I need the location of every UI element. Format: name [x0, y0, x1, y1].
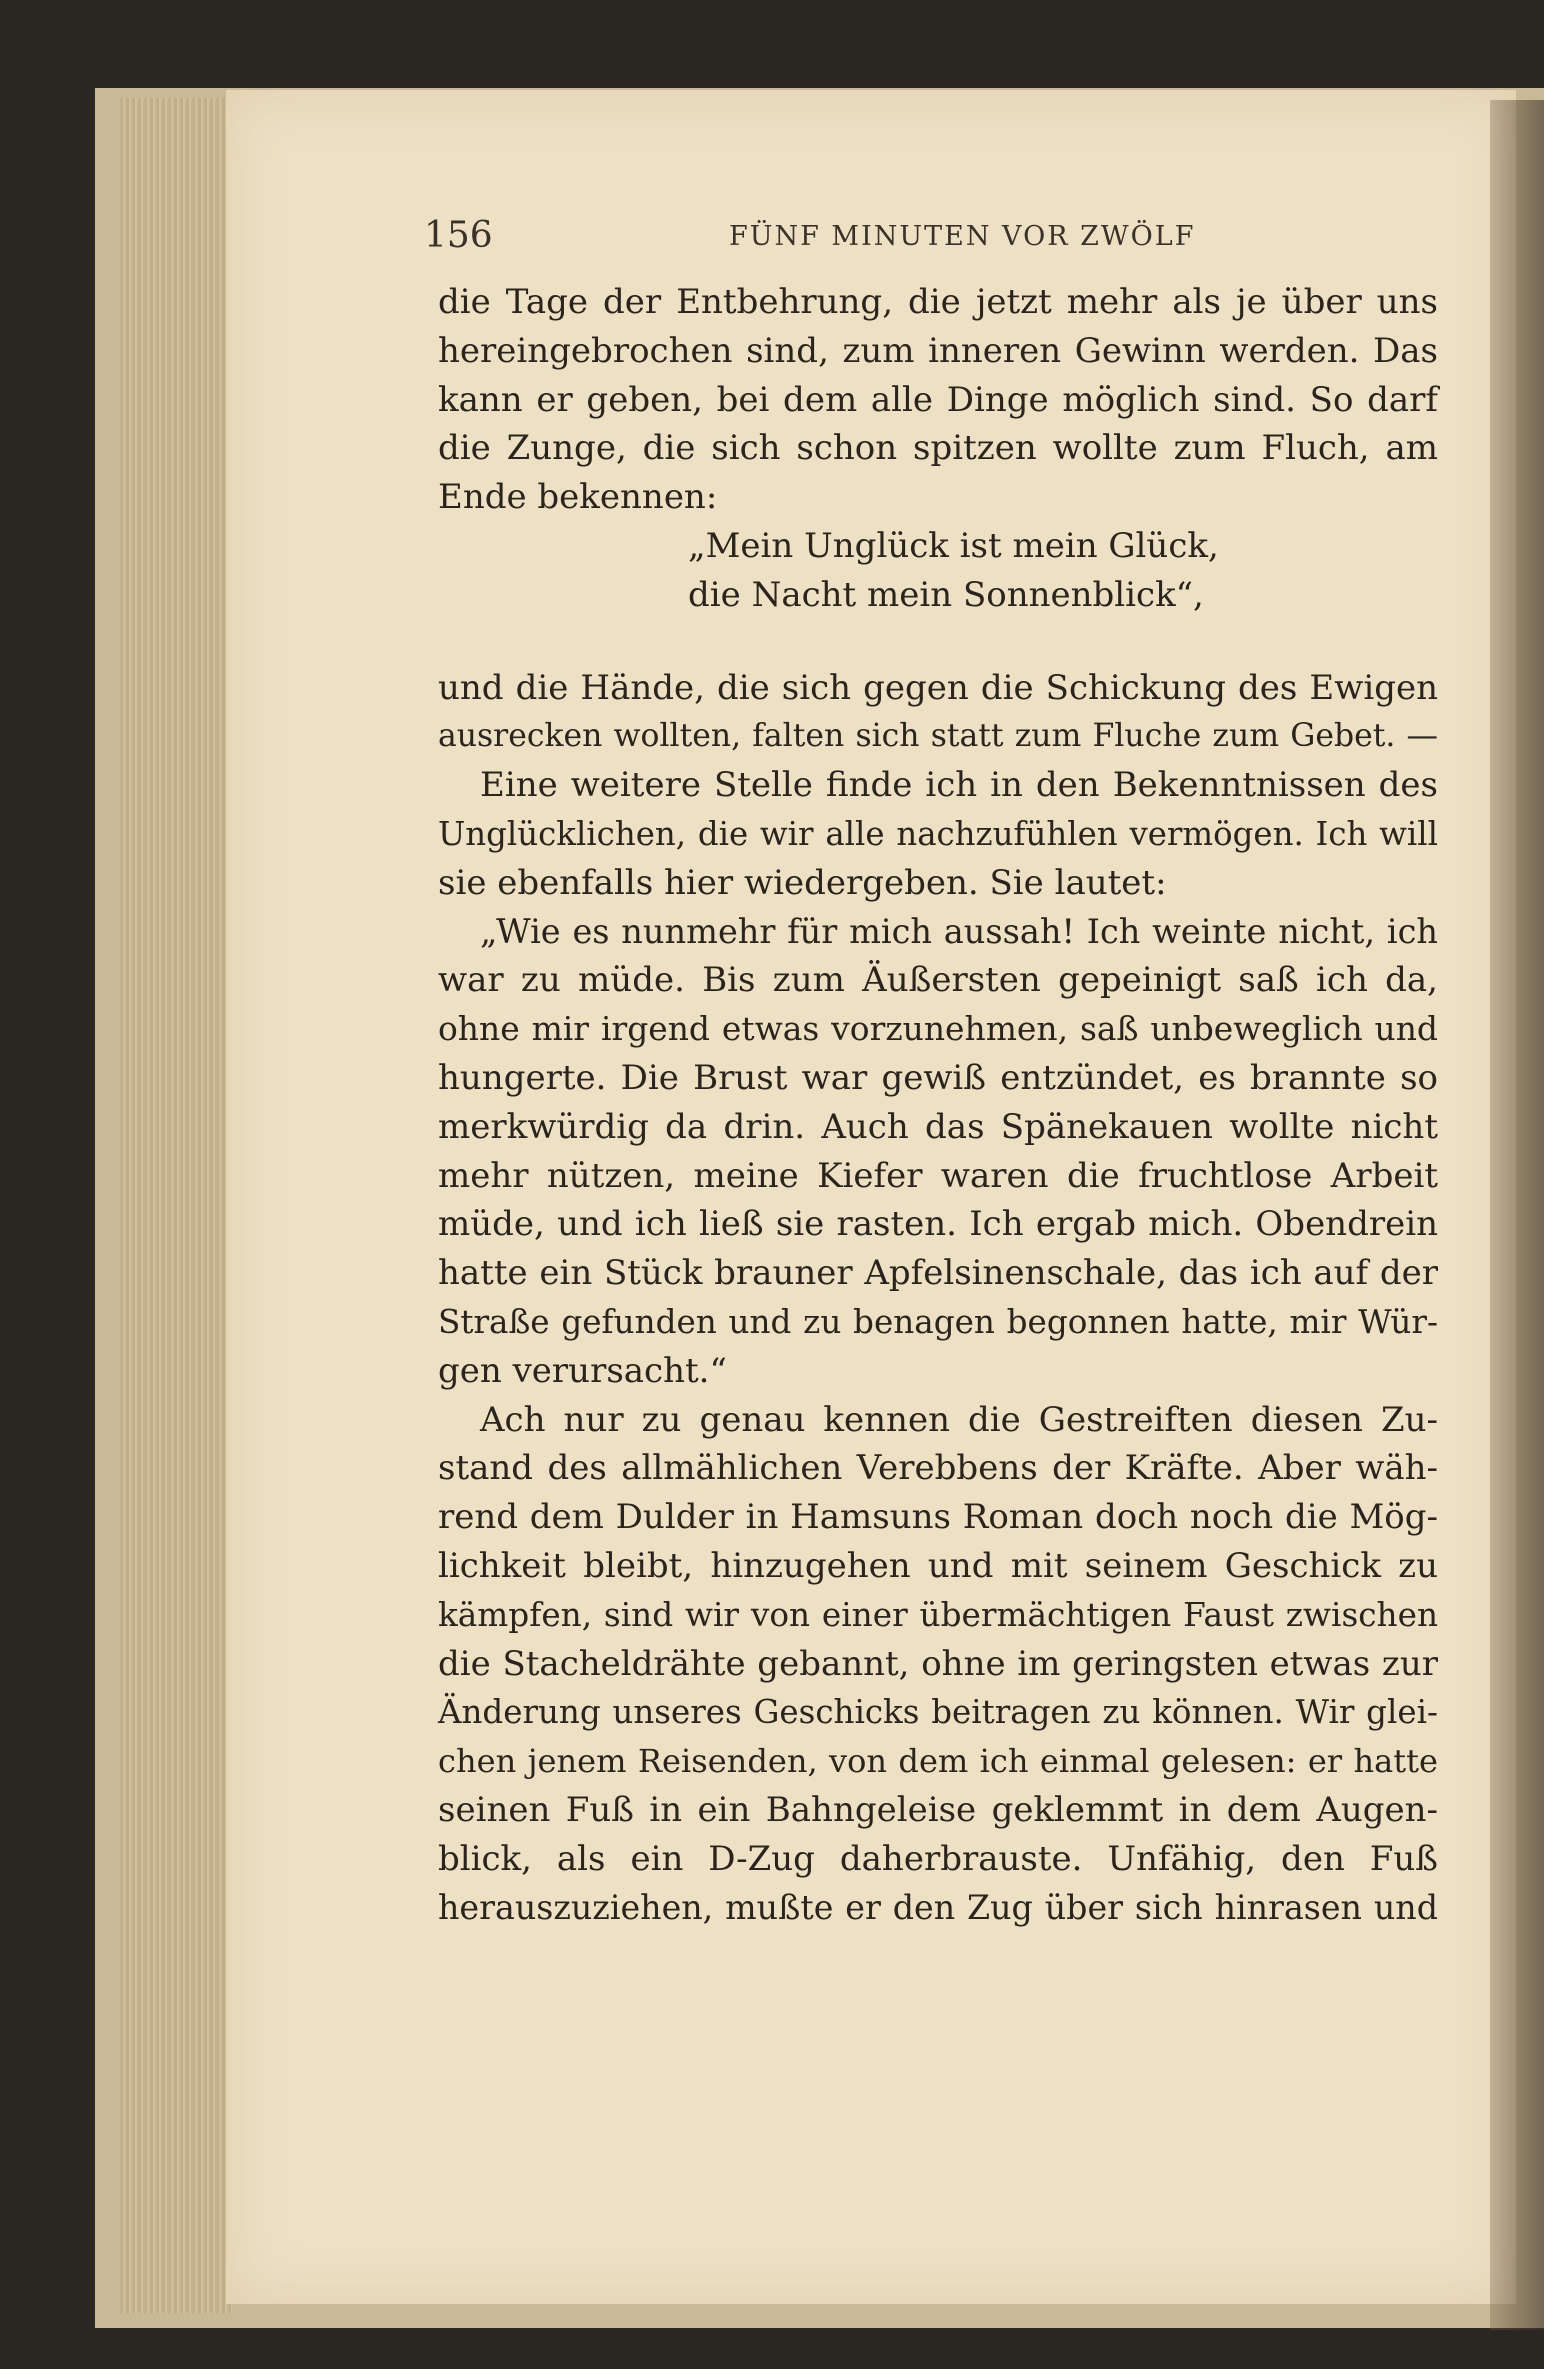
text-line: merkwürdig da drin. Auch das Spänekauen wollte nicht — [438, 1106, 1438, 1147]
text-line: stand des allmählichen Verebbens der Kräfte. Aber wäh- — [438, 1448, 1438, 1489]
text-line: chen jenem Reisenden, von dem ich einmal gelesen: er hatte — [438, 1742, 1438, 1781]
text-line: Unglücklichen, die wir alle nachzufühlen vermögen. Ich will — [438, 814, 1438, 853]
verse-line: die Nacht mein Sonnenblick“, — [688, 574, 1204, 615]
verse-line: „Mein Unglück ist mein Glück, — [688, 525, 1219, 566]
text-line: die Tage der Entbehrung, die jetzt mehr als je über uns — [438, 282, 1438, 322]
body-text — [438, 278, 1438, 1932]
text-line: ohne mir irgend etwas vorzunehmen, saß unbeweglich und — [438, 1009, 1438, 1049]
text-line: mehr nützen, meine Kiefer waren die fruchtlose Arbeit — [438, 1155, 1438, 1196]
text-line: Änderung unseres Geschicks beitragen zu können. Wir glei- — [438, 1693, 1438, 1732]
running-head: FÜNF MINUTEN VOR ZWÖLF — [729, 221, 1196, 252]
verse-spacer — [438, 620, 1438, 664]
text-line: „Wie es nunmehr für mich aussah! Ich weinte nicht, ich — [480, 911, 1438, 951]
text-line: müde, und ich ließ sie rasten. Ich ergab mich. Obendrein — [438, 1204, 1438, 1245]
text-line: herauszuziehen, mußte er den Zug über sich hinrasen und — [438, 1887, 1438, 1927]
page-edges — [120, 98, 232, 2313]
page-header — [424, 215, 1444, 265]
text-line: gen verursacht.“ — [438, 1350, 727, 1391]
text-line: Eine weitere Stelle finde ich in den Bekenntnissen des — [480, 765, 1438, 806]
text-line: sie ebenfalls hier wiedergeben. Sie lautet: — [438, 862, 1167, 903]
text-line: blick, als ein D-Zug daherbrauste. Unfähig, den Fuß — [438, 1838, 1438, 1879]
text-line: die Zunge, die sich schon spitzen wollte zum Fluch, am — [438, 428, 1438, 469]
text-line: die Stacheldrähte gebannt, ohne im geringsten etwas zur — [438, 1643, 1438, 1684]
text-line: hungerte. Die Brust war gewiß entzündet, es brannte so — [438, 1057, 1438, 1098]
text-line: und die Hände, die sich gegen die Schickung des Ewigen — [438, 667, 1438, 708]
spine-shadow — [1490, 100, 1544, 2330]
text-line: seinen Fuß in ein Bahngeleise geklemmt in dem Augen- — [438, 1789, 1438, 1830]
text-line: lichkeit bleibt, hinzugehen und mit seinem Geschick zu — [438, 1545, 1438, 1586]
text-line: war zu müde. Bis zum Äußersten gepeinigt saß ich da, — [438, 960, 1438, 1001]
text-line: Ach nur zu genau kennen die Gestreiften diesen Zu- — [480, 1399, 1438, 1440]
text-line: rend dem Dulder in Hamsuns Roman doch noch die Mög- — [438, 1497, 1438, 1538]
text-line: kann er geben, bei dem alle Dinge möglich sind. So darf — [438, 379, 1438, 420]
text-line: Ende bekennen: — [438, 477, 718, 518]
text-line: kämpfen, sind wir von einer übermächtigen Faust zwischen — [438, 1595, 1438, 1634]
text-line: Straße gefunden und zu benagen begonnen hatte, mir Wür- — [438, 1302, 1438, 1341]
page-number: 156 — [424, 215, 493, 256]
text-line: hereingebrochen sind, zum inneren Gewinn werden. Das — [438, 330, 1438, 371]
text-line: ausrecken wollten, falten sich statt zum Fluche zum Gebet. — — [438, 718, 1438, 755]
text-line: hatte ein Stück brauner Apfelsinenschale, das ich auf der — [438, 1253, 1438, 1294]
